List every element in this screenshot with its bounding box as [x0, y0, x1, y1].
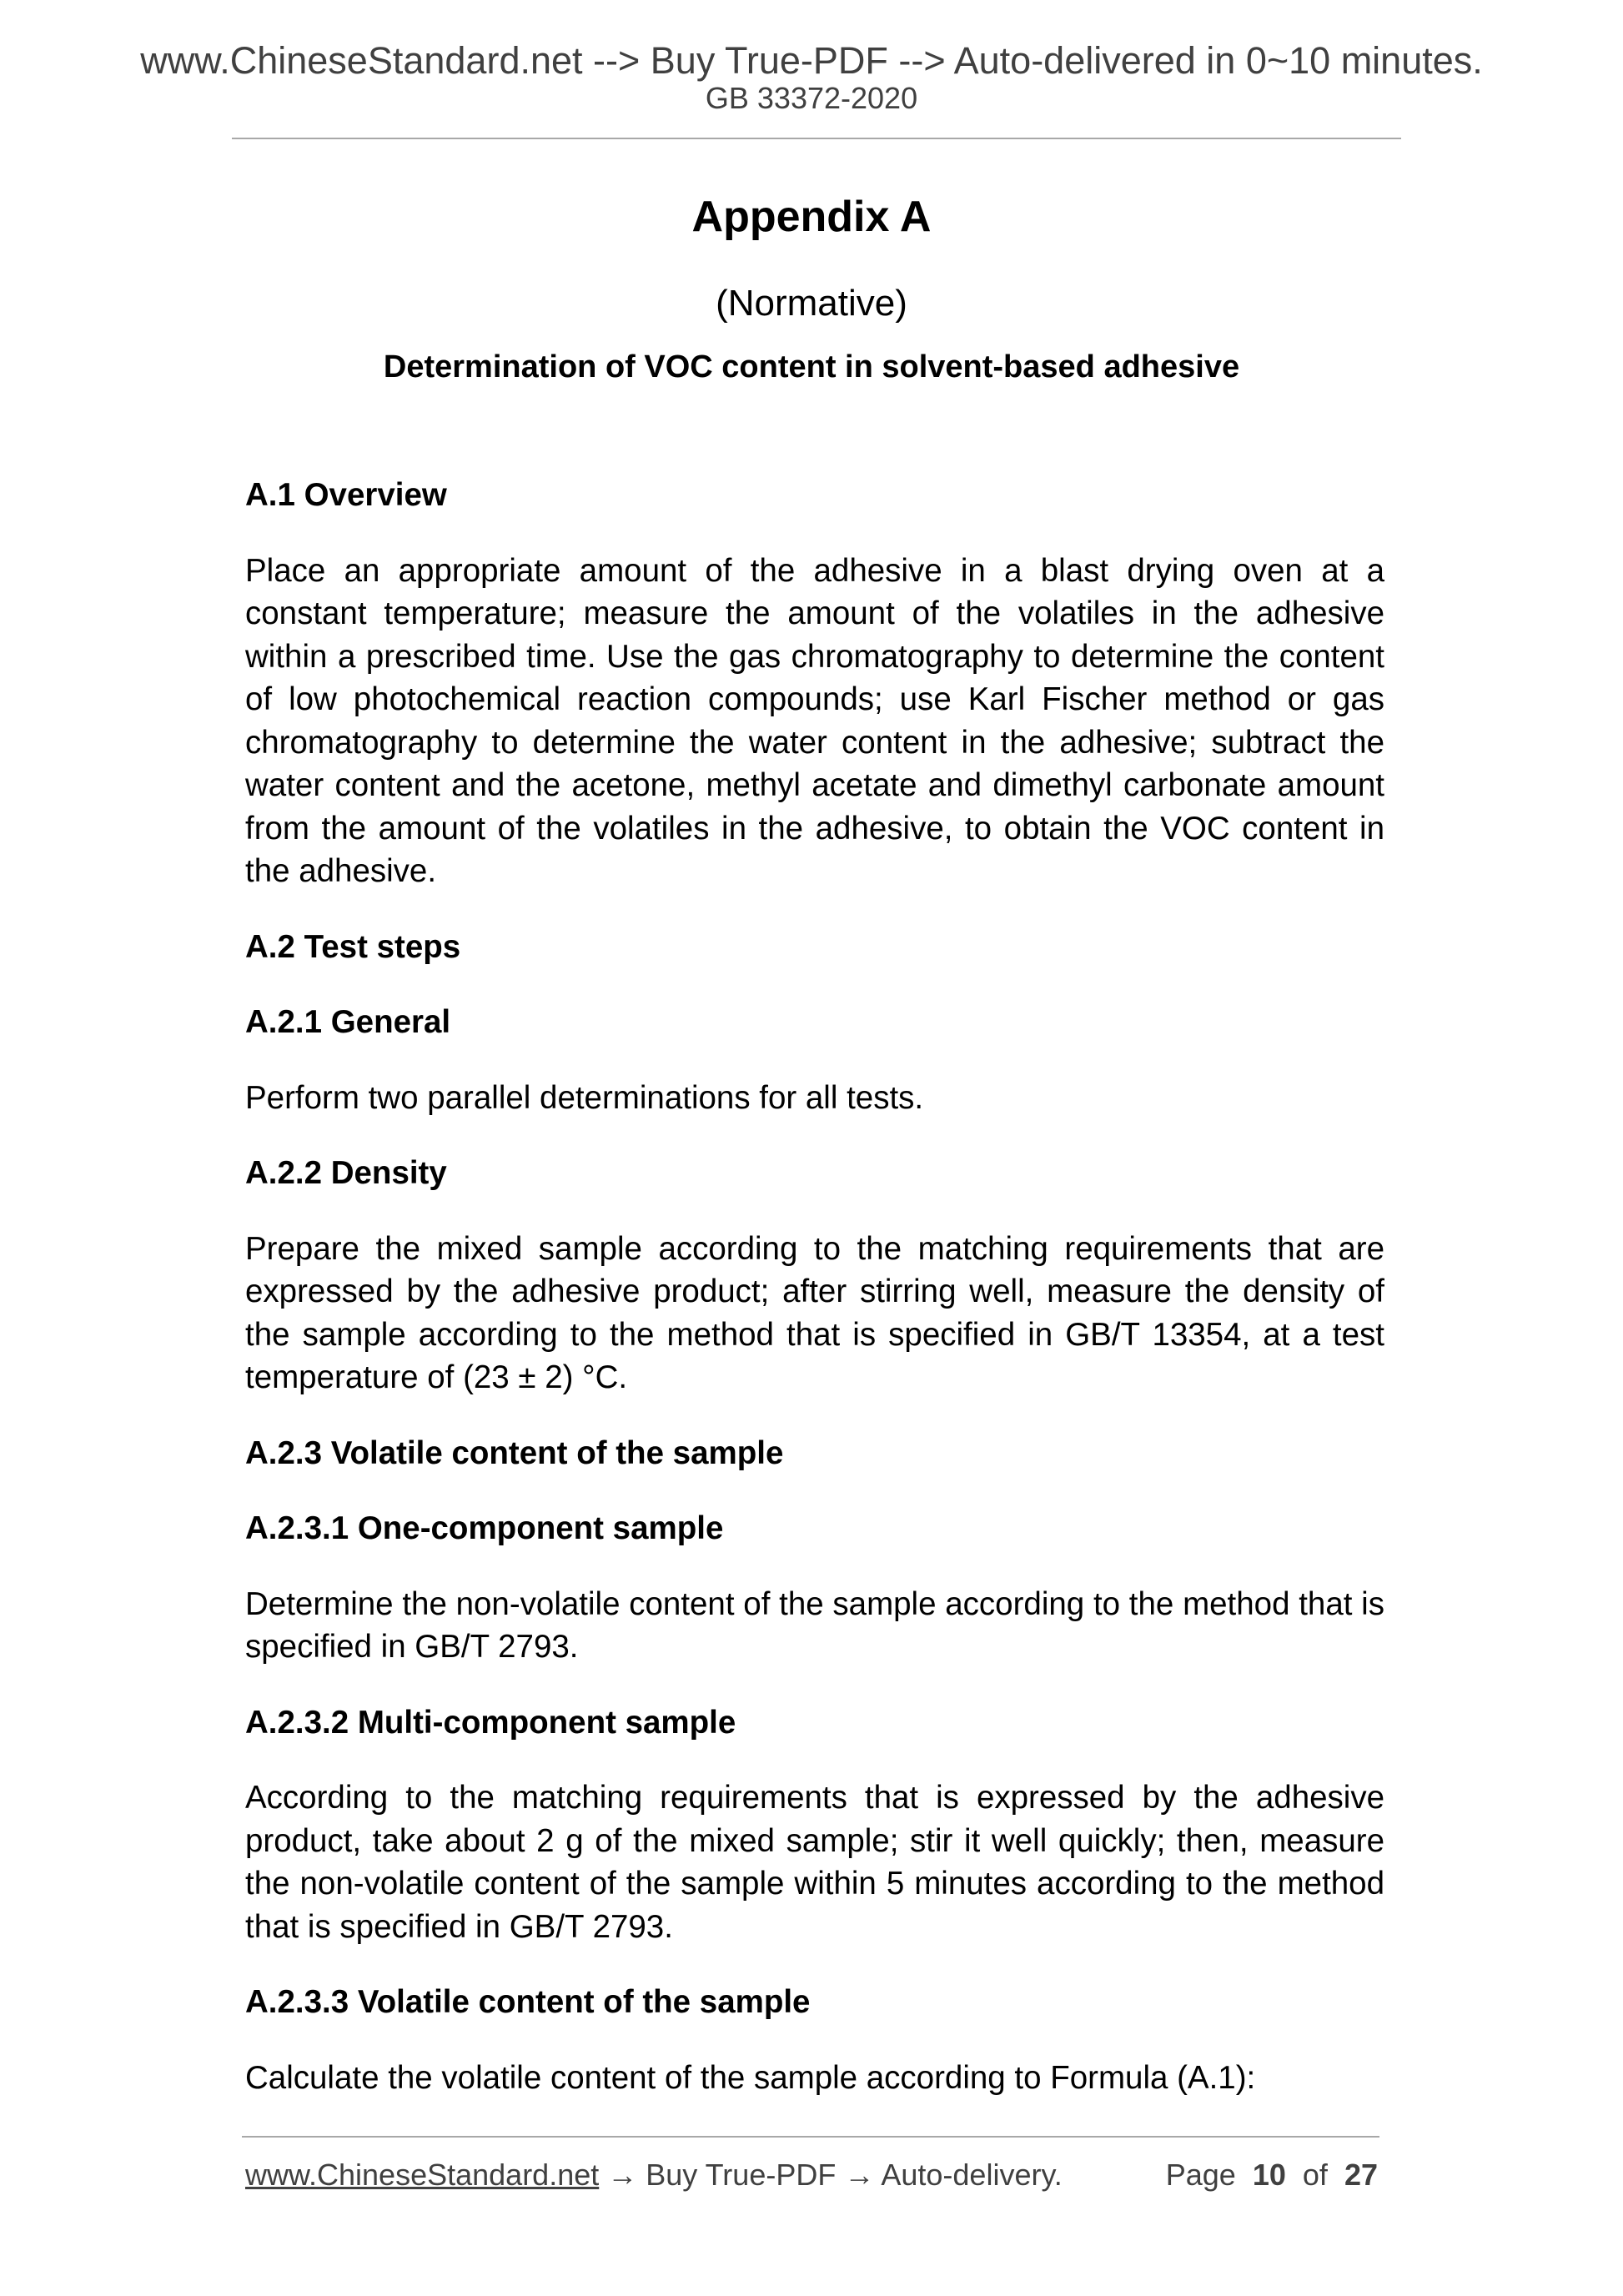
footer-divider: [242, 2136, 1379, 2138]
section-text-a231: Determine the non-volatile content of the sample according to the method that is specified in GB/T 2793.: [245, 1585, 1384, 1665]
section-heading-a21: A.2.1 General: [245, 1004, 451, 1040]
appendix-normative-label: (Normative): [716, 283, 907, 324]
appendix-title: Appendix A: [691, 193, 932, 241]
page-label: Page: [1165, 2158, 1236, 2192]
section-text-a232: According to the matching requirements that is expressed by the adhesive product, take about 2 g of the mixed sample; stir it well quickly; then, measure the non-volatile content of the sample within 5 minutes according to the method that is specified in GB/T 2793.: [245, 1780, 1384, 1945]
section-text-a21: Perform two parallel determinations for all tests.: [245, 1079, 924, 1116]
section-heading-a232: A.2.3.2 Multi-component sample: [245, 1704, 736, 1741]
top-banner: www.ChineseStandard.net --> Buy True-PDF --> Auto-delivered in 0~10 minutes.: [140, 39, 1483, 82]
section-heading-a1: A.1 Overview: [245, 477, 447, 513]
document-body: [245, 474, 1384, 2132]
page-of-label: of: [1302, 2158, 1328, 2192]
section-heading-a22: A.2.2 Density: [245, 1155, 447, 1191]
section-heading-a2: A.2 Test steps: [245, 928, 461, 965]
section-text-a22: Prepare the mixed sample according to the matching requirements that are expressed by the adhesive product; after stirring well, measure the density of the sample according to the method that is specified in GB/T 13354, at a test temperature of (23 ± 2) °C.: [245, 1230, 1384, 1395]
section-heading-a23: A.2.3 Volatile content of the sample: [245, 1434, 784, 1471]
section-heading-a231: A.2.3.1 One-component sample: [245, 1510, 724, 1546]
section-text-a1: Place an appropriate amount of the adhesive in a blast drying oven at a constant temperature; measure the amount of the volatiles in the adhesive within a prescribed time. Use the gas chromatography to determine the content of low photochemical reaction compounds; use Karl Fischer method or gas chromatography to determine the water content in the adhesive; subtract the water content and the acetone, methyl acetate and dimethyl carbonate amount from the amount of the volatiles in the adhesive, to obtain the VOC content in the adhesive.: [245, 552, 1384, 889]
header-divider: [232, 138, 1401, 139]
document-code: GB 33372-2020: [705, 81, 918, 115]
footer-delivery-text: Auto-delivery.: [881, 2158, 1063, 2192]
appendix-subtitle: Determination of VOC content in solvent-based adhesive: [383, 349, 1240, 384]
footer-arrow-1: →: [599, 2158, 646, 2192]
page-total: 27: [1344, 2158, 1378, 2192]
section-text-a233: Calculate the volatile content of the sample according to Formula (A.1):: [245, 2059, 1256, 2096]
footer-arrow-2: →: [836, 2158, 882, 2192]
page-footer: [245, 2157, 1378, 2193]
footer-site-link[interactable]: www.ChineseStandard.net: [245, 2158, 600, 2192]
page-current: 10: [1252, 2158, 1286, 2192]
section-heading-a233: A.2.3.3 Volatile content of the sample: [245, 1984, 811, 2020]
footer-buy-text: Buy True-PDF: [646, 2158, 837, 2192]
page-number: [1166, 2157, 1378, 2193]
